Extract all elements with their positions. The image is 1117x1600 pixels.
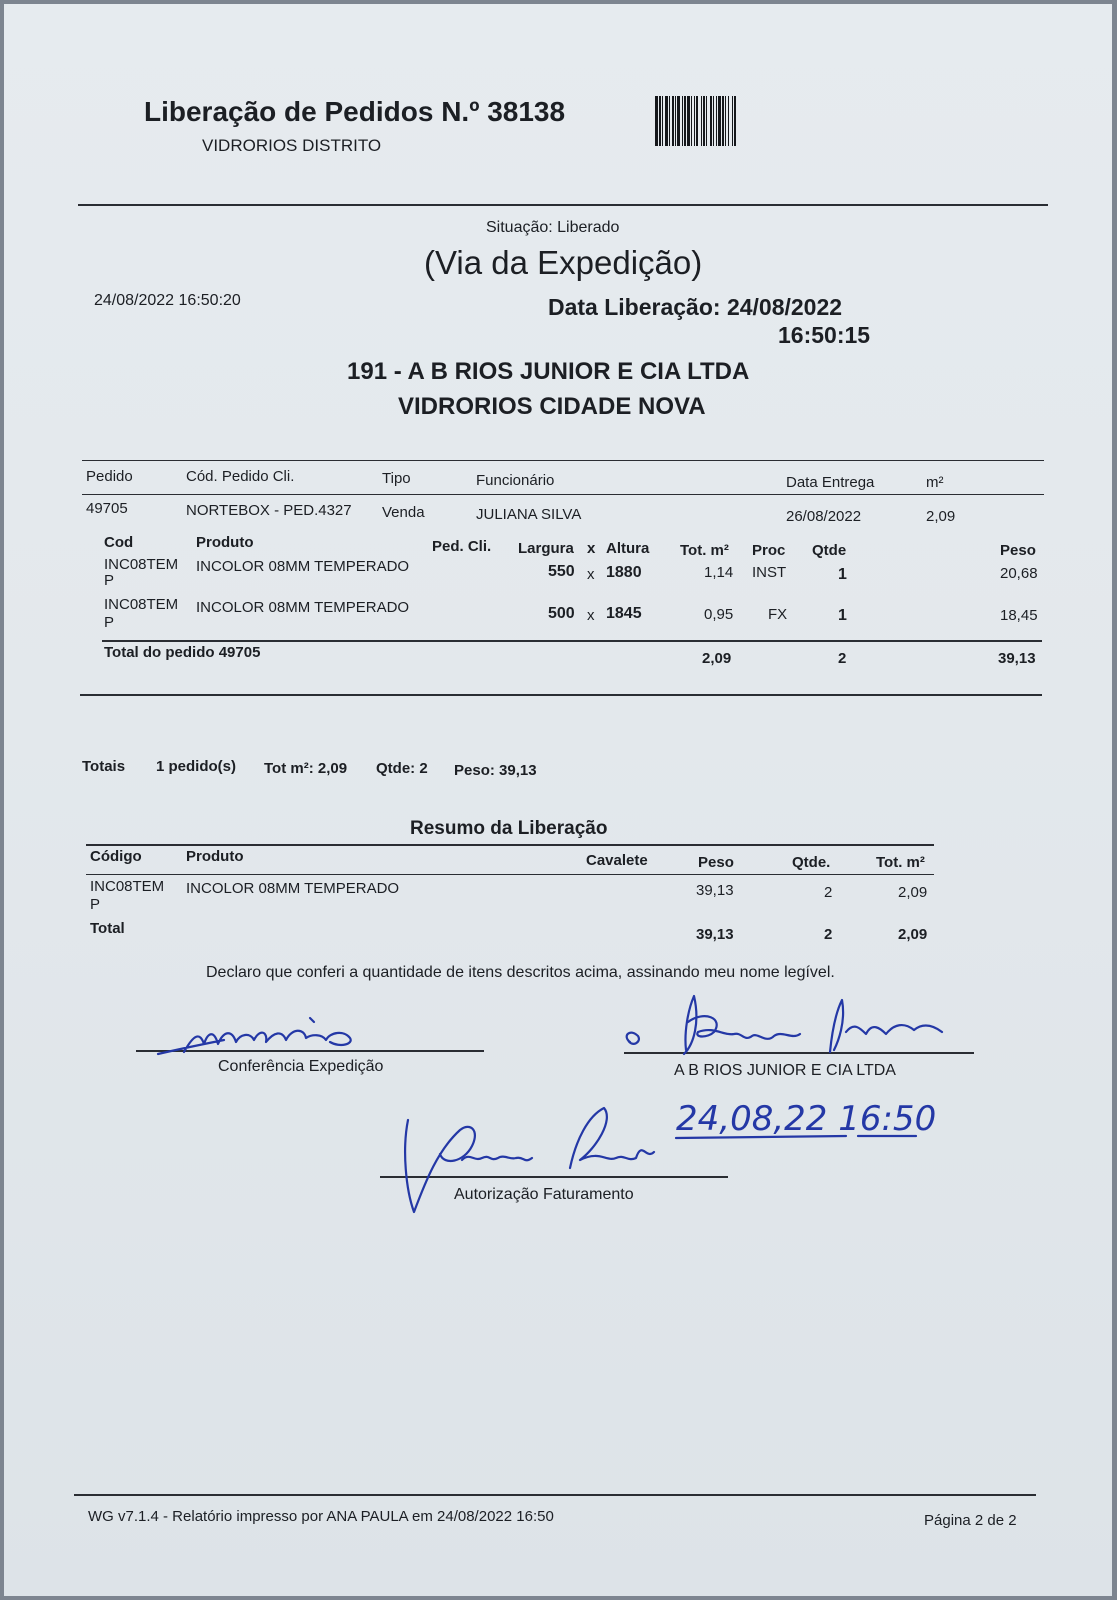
order-total-label: Total do pedido 49705 <box>104 644 261 661</box>
barcode-bar <box>662 96 663 146</box>
item-2-cod: INC08TEM <box>104 596 179 613</box>
barcode-bar <box>718 96 721 146</box>
item-2-x: x <box>587 607 595 624</box>
client-store: VIDRORIOS CIDADE NOVA <box>398 393 706 420</box>
item-2-peso: 18,45 <box>1000 607 1038 624</box>
order-cod-pedido-cli: NORTEBOX - PED.4327 <box>186 502 352 519</box>
cliente-label: A B RIOS JUNIOR E CIA LTDA <box>674 1062 896 1079</box>
barcode-bar <box>706 96 707 146</box>
barcode-bar <box>696 96 698 146</box>
resumo-col-codigo: Código <box>90 848 142 865</box>
header-divider <box>78 204 1048 206</box>
order-total-qtde: 2 <box>838 650 847 667</box>
item-1-cod: INC08TEM <box>104 556 179 573</box>
totals-pedidos: 1 pedido(s) <box>156 758 237 775</box>
footer-divider <box>74 1494 1036 1496</box>
item-1-cod-cont: P <box>104 572 115 589</box>
item-2-produto: INCOLOR 08MM TEMPERADO <box>196 599 410 616</box>
item-col-cod: Cod <box>104 534 134 551</box>
print-datetime: 24/08/2022 16:50:20 <box>94 292 241 309</box>
barcode-bar <box>665 96 668 146</box>
resumo-header-line <box>86 874 934 875</box>
resumo-row-produto: INCOLOR 08MM TEMPERADO <box>186 880 400 897</box>
barcode-bar <box>691 96 692 146</box>
totals-qtde: Qtde: 2 <box>376 760 428 777</box>
barcode-bar <box>655 96 658 146</box>
resumo-total-label: Total <box>90 920 125 937</box>
resumo-title: Resumo da Liberação <box>410 818 608 839</box>
resumo-total-tot-m2: 2,09 <box>898 926 928 943</box>
barcode-bar <box>725 96 726 146</box>
col-funcionario-header: Funcionário <box>476 472 555 489</box>
col-cod-pedido-cli-header: Cód. Pedido Cli. <box>186 468 295 485</box>
data-liberacao: Data Liberação: 24/08/2022 <box>548 294 843 320</box>
document-sheet <box>4 4 1112 1596</box>
barcode-bar <box>703 96 705 146</box>
item-col-x: x <box>587 540 596 557</box>
totals-peso: Peso: 39,13 <box>454 762 537 779</box>
item-col-peso: Peso <box>1000 542 1036 559</box>
totals-label: Totais <box>82 758 126 775</box>
item-col-altura: Altura <box>606 540 650 557</box>
items-total-line <box>102 640 1042 642</box>
item-2-qtde: 1 <box>838 607 847 624</box>
resumo-row-peso: 39,13 <box>696 882 734 899</box>
item-2-proc: FX <box>768 606 788 623</box>
item-1-tot-m2: 1,14 <box>704 564 734 581</box>
barcode-bar <box>722 96 724 146</box>
barcode-bar <box>672 96 674 146</box>
order-m2: 2,09 <box>926 508 956 525</box>
client-name: 191 - A B RIOS JUNIOR E CIA LTDA <box>347 358 750 385</box>
resumo-row-codigo: INC08TEM <box>90 878 165 895</box>
barcode-bar <box>734 96 736 146</box>
order-data-entrega: 26/08/2022 <box>786 508 862 525</box>
document-title: Liberação de Pedidos N.º 38138 <box>144 96 566 127</box>
resumo-col-cavalete: Cavalete <box>586 852 648 869</box>
item-col-ped-cli: Ped. Cli. <box>432 538 492 555</box>
footer-page-number: Página 2 de 2 <box>924 1512 1017 1529</box>
item-1-peso: 20,68 <box>1000 565 1038 582</box>
item-col-proc: Proc <box>752 542 786 559</box>
barcode-bar <box>694 96 695 146</box>
autorizacao-label: Autorização Faturamento <box>454 1186 634 1203</box>
resumo-col-produto: Produto <box>186 848 244 865</box>
resumo-col-tot-m2: Tot. m² <box>876 854 925 871</box>
resumo-row-tot-m2: 2,09 <box>898 884 928 901</box>
resumo-row-codigo-cont: P <box>90 896 101 913</box>
order-total-m2: 2,09 <box>702 650 732 667</box>
barcode-bar <box>701 96 702 146</box>
conferencia-signature <box>154 1014 374 1064</box>
order-funcionario: JULIANA SILVA <box>476 506 582 523</box>
item-1-x: x <box>587 566 595 583</box>
order-table-bottom-line <box>80 694 1042 696</box>
col-m2-header: m² <box>926 474 944 491</box>
hora-liberacao: 16:50:15 <box>778 322 871 348</box>
item-col-produto: Produto <box>196 534 254 551</box>
resumo-col-peso: Peso <box>698 854 734 871</box>
order-pedido: 49705 <box>86 500 128 517</box>
barcode-bar <box>728 96 729 146</box>
barcode-bar <box>682 96 683 146</box>
barcode-icon <box>655 96 825 146</box>
resumo-total-qtde: 2 <box>824 926 833 943</box>
conferencia-label: Conferência Expedição <box>218 1058 384 1075</box>
col-data-entrega-header: Data Entrega <box>786 474 875 491</box>
item-1-qtde: 1 <box>838 566 847 583</box>
barcode-bar <box>687 96 690 146</box>
item-col-tot-m2: Tot. m² <box>680 542 729 559</box>
item-col-qtde: Qtde <box>812 542 847 559</box>
resumo-total-peso: 39,13 <box>696 926 734 943</box>
autorizacao-signature <box>400 1100 660 1220</box>
totals-tot-m2: Tot m²: 2,09 <box>264 760 348 777</box>
handwritten-date-text: 24,08,22 16:50 <box>676 1099 937 1139</box>
status-situacao: Situação: Liberado <box>486 219 620 236</box>
barcode-bar <box>677 96 680 146</box>
company-name: VIDRORIOS DISTRITO <box>202 136 382 155</box>
footer-report-info: WG v7.1.4 - Relatório impresso por ANA PAULA em 24/08/2022 16:50 <box>88 1508 554 1525</box>
item-2-largura: 500 <box>548 605 575 622</box>
cliente-signature <box>624 992 964 1066</box>
barcode-bar <box>732 96 733 146</box>
declaration-text: Declaro que conferi a quantidade de itens descritos acima, assinando meu nome legível. <box>206 964 835 981</box>
barcode-bar <box>659 96 661 146</box>
barcode-bar <box>713 96 714 146</box>
item-2-cod-cont: P <box>104 614 115 631</box>
item-2-tot-m2: 0,95 <box>704 606 734 623</box>
barcode-bar <box>669 96 670 146</box>
order-tipo: Venda <box>382 504 425 521</box>
order-table-top-line <box>82 460 1044 461</box>
handwritten-date <box>672 1094 972 1144</box>
order-total-peso: 39,13 <box>998 650 1036 667</box>
barcode-bar <box>675 96 676 146</box>
barcode-bar <box>684 96 686 146</box>
col-pedido-header: Pedido <box>86 468 133 485</box>
item-1-largura: 550 <box>548 563 575 580</box>
item-col-largura: Largura <box>518 540 574 557</box>
via-label: (Via da Expedição) <box>424 244 703 281</box>
col-tipo-header: Tipo <box>382 470 411 487</box>
resumo-col-qtde: Qtde. <box>792 854 831 871</box>
resumo-top-line <box>86 844 934 846</box>
order-table-header-line <box>82 494 1044 495</box>
item-1-altura: 1880 <box>606 564 642 581</box>
resumo-row-qtde: 2 <box>824 884 833 901</box>
item-1-proc: INST <box>752 564 787 581</box>
barcode-bar <box>716 96 717 146</box>
item-2-altura: 1845 <box>606 605 642 622</box>
barcode-bar <box>710 96 712 146</box>
item-1-produto: INCOLOR 08MM TEMPERADO <box>196 558 410 575</box>
